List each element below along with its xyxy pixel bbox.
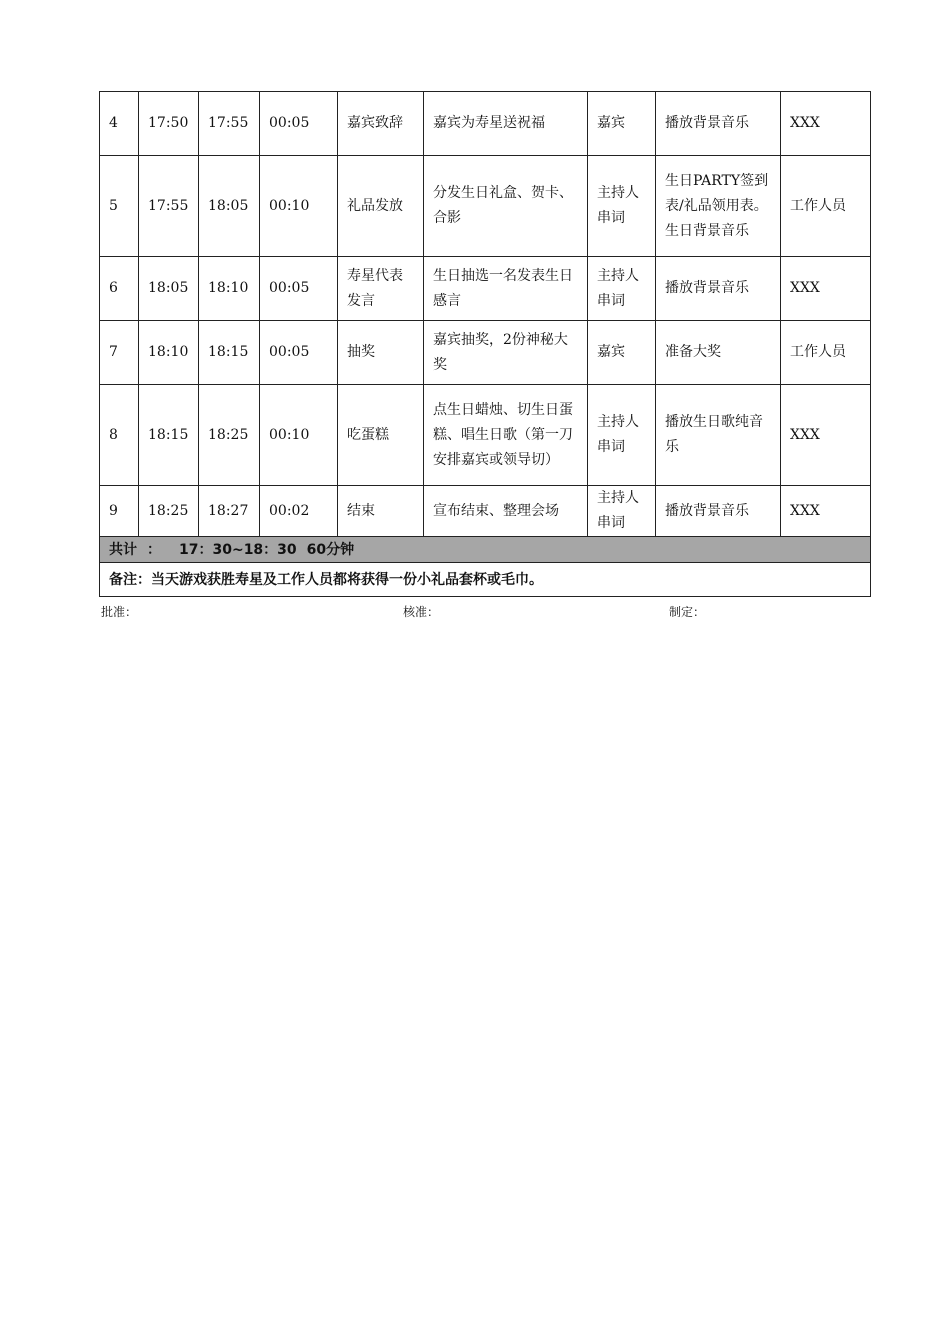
preparation: 播放生日歌纯音乐	[656, 385, 781, 486]
end-time: 18:05	[199, 156, 260, 257]
owner: 主持人串词	[588, 257, 656, 321]
total-time-range: 17：30~18：30	[179, 541, 297, 558]
owner: 主持人串词	[588, 156, 656, 257]
start-time: 17:50	[139, 92, 199, 156]
duration: 00:05	[260, 321, 338, 385]
table-row	[100, 385, 871, 486]
program-item: 寿星代表发言	[338, 257, 424, 321]
staff: XXX	[781, 92, 871, 156]
note-cell: 备注：当天游戏获胜寿星及工作人员都将获得一份小礼品套杯或毛巾。	[100, 563, 871, 597]
staff: 工作人员	[781, 321, 871, 385]
table-row	[100, 92, 871, 156]
program-content: 分发生日礼盒、贺卡、合影	[424, 156, 588, 257]
end-time: 18:27	[199, 486, 260, 537]
staff: XXX	[781, 486, 871, 537]
schedule-body	[100, 92, 871, 597]
table-row	[100, 321, 871, 385]
program-content: 点生日蜡烛、切生日蛋糕、唱生日歌（第一刀安排嘉宾或领导切）	[424, 385, 588, 486]
start-time: 18:05	[139, 257, 199, 321]
duration: 00:10	[260, 385, 338, 486]
owner: 嘉宾	[588, 321, 656, 385]
start-time: 18:10	[139, 321, 199, 385]
row-number: 7	[100, 321, 139, 385]
total-row	[100, 537, 871, 563]
end-time: 18:25	[199, 385, 260, 486]
total-minutes: 60分钟	[306, 541, 355, 558]
staff: XXX	[781, 385, 871, 486]
owner: 主持人串词	[588, 385, 656, 486]
row-number: 8	[100, 385, 139, 486]
preparation: 播放背景音乐	[656, 257, 781, 321]
staff: 工作人员	[781, 156, 871, 257]
duration: 00:10	[260, 156, 338, 257]
total-label: 共计	[109, 541, 137, 558]
start-time: 18:15	[139, 385, 199, 486]
table-row	[100, 257, 871, 321]
note-row	[100, 563, 871, 597]
program-item: 抽奖	[338, 321, 424, 385]
row-number: 9	[100, 486, 139, 537]
duration: 00:05	[260, 257, 338, 321]
start-time: 18:25	[139, 486, 199, 537]
program-content: 嘉宾抽奖，2份神秘大奖	[424, 321, 588, 385]
staff: XXX	[781, 257, 871, 321]
program-content: 宣布结束、整理会场	[424, 486, 588, 537]
program-content: 生日抽选一名发表生日感言	[424, 257, 588, 321]
total-cell	[100, 537, 871, 563]
owner: 嘉宾	[588, 92, 656, 156]
program-item: 吃蛋糕	[338, 385, 424, 486]
approve-label: 批准：	[101, 605, 138, 619]
start-time: 17:55	[139, 156, 199, 257]
preparation: 播放背景音乐	[656, 92, 781, 156]
preparation: 播放背景音乐	[656, 486, 781, 537]
row-number: 5	[100, 156, 139, 257]
duration: 00:02	[260, 486, 338, 537]
verify-label: 核准：	[403, 605, 440, 619]
row-number: 6	[100, 257, 139, 321]
owner: 主持人串词	[588, 486, 656, 537]
end-time: 18:15	[199, 321, 260, 385]
preparation: 生日PARTY签到表/礼品领用表。生日背景音乐	[656, 156, 781, 257]
program-item: 结束	[338, 486, 424, 537]
duration: 00:05	[260, 92, 338, 156]
program-item: 礼品发放	[338, 156, 424, 257]
total-colon: ：	[147, 541, 161, 558]
table-row	[100, 486, 871, 537]
program-item: 嘉宾致辞	[338, 92, 424, 156]
program-content: 嘉宾为寿星送祝福	[424, 92, 588, 156]
end-time: 17:55	[199, 92, 260, 156]
table-row	[100, 156, 871, 257]
row-number: 4	[100, 92, 139, 156]
prepare-label: 制定：	[669, 605, 706, 619]
schedule-table	[99, 91, 871, 597]
end-time: 18:10	[199, 257, 260, 321]
preparation: 准备大奖	[656, 321, 781, 385]
